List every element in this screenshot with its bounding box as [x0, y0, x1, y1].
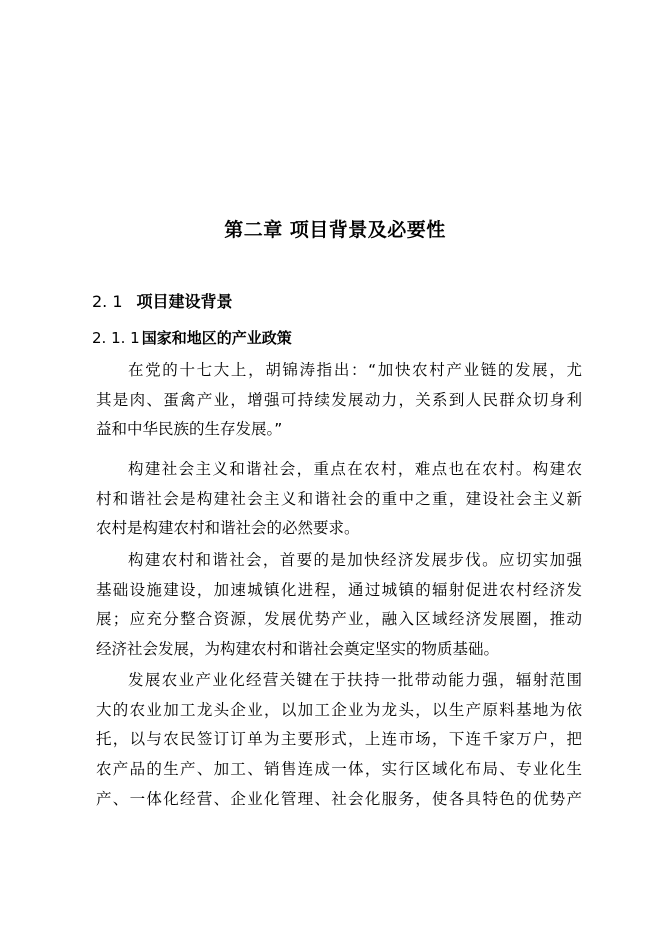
paragraph-line: 农村是构建农村和谐社会的必然要求。 [96, 519, 360, 538]
paragraph-line: 发展农业产业化经营关键在于扶持一批带动能力强，辐射范围 [128, 671, 582, 689]
paragraph-party-congress [96, 356, 582, 445]
subsection-title: 国家和地区的产业政策 [141, 329, 292, 347]
section-title: 项目建设背景 [136, 292, 233, 311]
subsection-number: 2. 1. 1 [92, 329, 140, 347]
paragraph-line: 构建农村和谐社会，首要的是加快经济发展步伐。应切实加强 [128, 551, 582, 569]
section-number: 2. 1 [92, 292, 123, 311]
paragraph-line: 其是肉、蛋禽产业，增强可持续发展动力，关系到人民群众切身利 [96, 390, 582, 409]
section-heading [92, 291, 233, 313]
paragraph-line: 大的农业加工龙头企业，以加工企业为龙头，以生产原料基地为依 [96, 700, 582, 719]
paragraph-agricultural-industrialization [96, 666, 582, 814]
paragraph-line: 农产品的生产、加工、销售连成一体，实行区域化布局、专业化生 [96, 760, 582, 779]
paragraph-harmonious-society [96, 455, 582, 544]
paragraph-line: 展；应充分整合资源，发展优势产业，融入区域经济发展圈，推动 [96, 610, 582, 629]
paragraph-line: 构建社会主义和谐社会，重点在农村，难点也在农村。构建农 [128, 460, 582, 478]
paragraph-line: 益和中华民族的生存发展。” [96, 420, 283, 439]
paragraph-line: 产、一体化经营、企业化管理、社会化服务，使各具特色的优势产 [96, 789, 582, 808]
paragraph-line: 托，以与农民签订订单为主要形式，上连市场，下连千家万户，把 [96, 730, 582, 749]
paragraph-line: 基础设施建设，加速城镇化进程，通过城镇的辐射促进农村经济发 [96, 580, 582, 599]
paragraph-line: 经济社会发展，为构建农村和谐社会奠定坚实的物质基础。 [96, 640, 500, 659]
subsection-heading [92, 327, 292, 349]
paragraph-line: 在党的十七大上，胡锦涛指出：“加快农村产业链的发展，尤 [128, 361, 582, 379]
paragraph-economic-development [96, 546, 582, 665]
chapter-title: 第二章 项目背景及必要性 [224, 219, 446, 241]
paragraph-line: 村和谐社会是构建社会主义和谐社会的重中之重，建设社会主义新 [96, 489, 582, 508]
